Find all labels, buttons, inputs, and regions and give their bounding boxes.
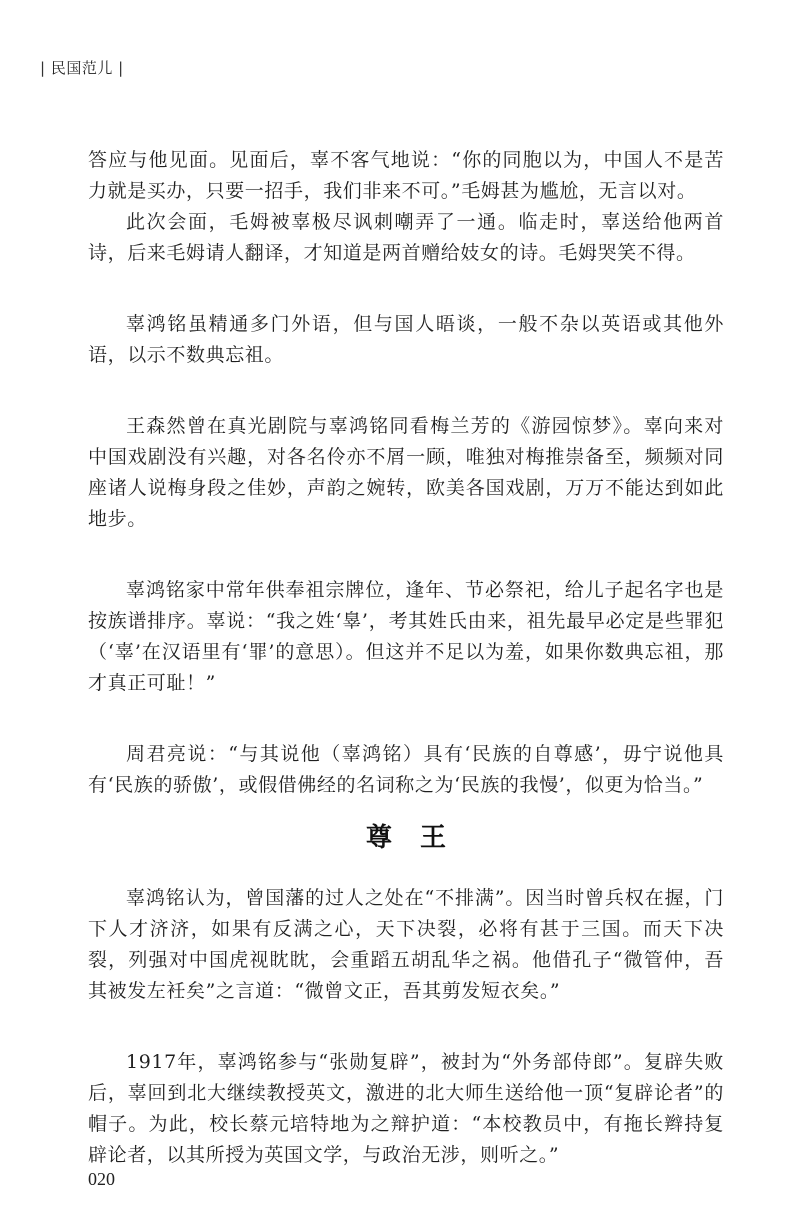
paragraph: 辜鸿铭家中常年供奉祖宗牌位，逢年、节必祭祀，给儿子起名字也是按族谱排序。辜说：“我之姓‘辠’，考其姓氏由来，祖先最早必定是些罪犯（‘辜’在汉语里有‘罪’的意思）。但这并不足以为羞，如果你数典忘祖，那才真正可耻！”: [88, 579, 724, 694]
paragraph: 王森然曾在真光剧院与辜鸿铭同看梅兰芳的《游园惊梦》。辜向来对中国戏剧没有兴趣，对各名伶亦不屑一顾，唯独对梅推崇备至，频频对同座诸人说梅身段之佳妙，声韵之婉转，欧美各国戏剧，万万不能达到如此地步。: [88, 415, 724, 530]
paragraph: 1917年，辜鸿铭参与“张勋复辟”，被封为“外务部侍郎”。复辟失败后，辜回到北大继续教授英文，激进的北大师生送给他一顶“复辟论者”的帽子。为此，校长蔡元培特地为之辩护道：“本校教员中，有拖长辫持复辟论者，以其所授为英国文学，与政治无涉，则听之。”: [88, 1051, 724, 1166]
paragraph: 此次会面，毛姆被辜极尽讽刺嘲弄了一通。临走时，辜送给他两首诗，后来毛姆请人翻译，才知道是两首赠给妓女的诗。毛姆哭笑不得。: [88, 211, 724, 264]
paragraph-spacer: [88, 269, 724, 309]
body-text: [88, 145, 724, 1171]
paragraph: 辜鸿铭认为，曾国藩的过人之处在“不排满”。因当时曾兵权在握，门下人才济济，如果有反满之心，天下决裂，必将有甚于三国。而天下决裂，列强对中国虎视眈眈，会重蹈五胡乱华之祸。他借孔子“微管仲，吾其被发左衽矣”之言道：“微曾文正，吾其剪发短衣矣。”: [88, 887, 724, 1002]
paragraph: 周君亮说：“与其说他（辜鸿铭）具有‘民族的自尊感’，毋宁说他具有‘民族的骄傲’，或假借佛经的名词称之为‘民族的我慢’，似更为恰当。”: [88, 743, 724, 796]
running-head-bar-left: |: [40, 59, 46, 77]
paragraph: 辜鸿铭虽精通多门外语，但与国人晤谈，一般不杂以英语或其他外语，以示不数典忘祖。: [88, 313, 724, 366]
page-number: 020: [88, 1169, 115, 1189]
paragraph-spacer: [88, 535, 724, 575]
paragraph-spacer: [88, 371, 724, 411]
paragraph-continuation: 答应与他见面。见面后，辜不客气地说：“你的同胞以为，中国人不是苦力就是买办，只要一招手，我们非来不可。”毛姆甚为尴尬，无言以对。: [88, 149, 724, 202]
section-title: 尊王: [365, 823, 474, 853]
paragraph-spacer: [88, 1007, 724, 1047]
paragraph-spacer: [88, 699, 724, 739]
running-head: [40, 58, 124, 78]
running-head-bar-right: |: [118, 59, 124, 77]
running-head-title: 民国范儿: [50, 59, 113, 77]
